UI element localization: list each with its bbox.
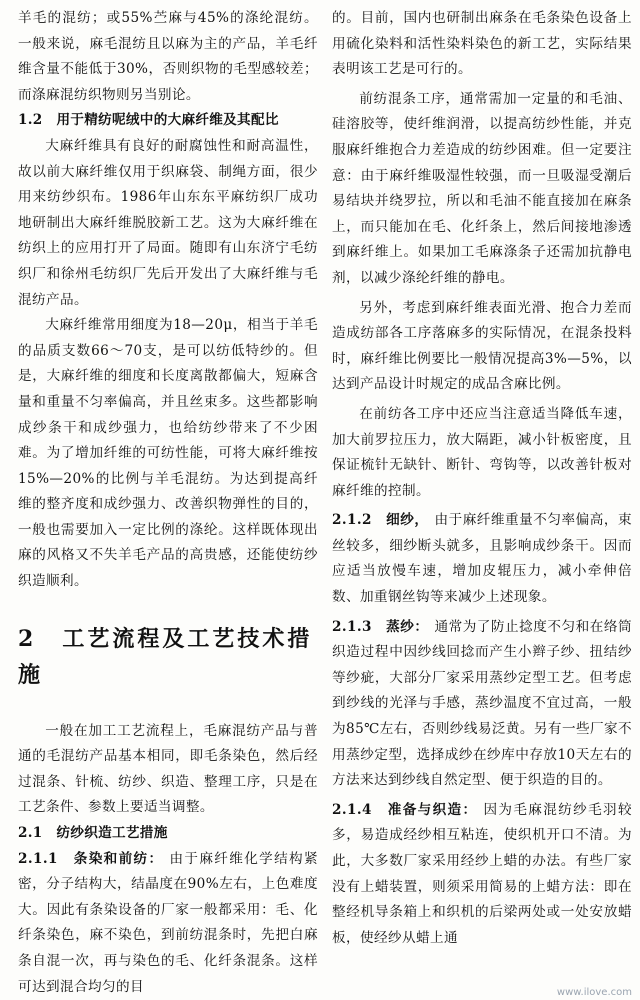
left-column [18,6,318,1000]
section-2-1-heading: 2.1 纺纱织造工艺措施 [18,825,168,842]
section-2-heading [18,621,318,693]
subsection-2-1-1-label: 2.1.1 条染和前纺： [18,850,164,867]
paragraph-2-1-4 [332,798,632,952]
paragraph-process-overview: 一般在加工工艺流程上，毛麻混纺产品与普通的毛混纺产品基本相同，即毛条染色，然后经过混条、针梳、纺纱、织造、整理工序，只是在工艺条件、参数上要适当调整。 [18,722,318,816]
subsection-2-1-3-text: 通常为了防止捻度不匀和在络筒织造过程中因纱线回捻而产生小辫子纱、扭结纱等纱疵，大部分厂家采用蒸纱定型工艺。但考虑到纱线的光泽与手感，蒸纱温度不宜过高，一般为85℃左右，否则纱线易泛黄。另有一些厂家不用蒸纱定型，选择成纱在纱库中存放10天左右的方法来达到纱线自然定型、便于织造的目的。 [332,618,632,789]
subsection-2-1-2-text: 由于麻纤维重量不匀率偏高，束丝较多，细纱断头就多，且影响成纱条干。因而应适当放慢车速，增加皮辊压力，减小牵伸倍数、加重钢丝钩等来减少上述现象。 [332,512,632,606]
paragraph-dyeing-continued: 的。目前，国内也研制出麻条在毛条染色设备上用硫化染料和活性染料染色的新工艺，实际结果表明该工艺是可行的。 [332,10,632,78]
subsection-2-1-3-label: 2.1.3 蒸纱： [332,618,429,635]
subsection-2-1-1-text: 由于麻纤维化学结构紧密，分子结构大，结晶度在90%左右，上色难度大。因此有条染设备的厂家一般都采用：毛、化纤条染色，麻不染色，到前纺混条时，先把白麻条自混一次，再与染色的毛、化纤条混条。这样可达到混合均匀的目 [18,850,318,995]
subsection-2-1-2-label: 2.1.2 细纱， [332,512,429,529]
paragraph-hemp-ratio: 另外，考虑到麻纤维表面光滑、抱合力差而造成纺部各工序落麻多的实际情况，在混条投料时，麻纤维比例要比一般情况提高3%—5%，以达到产品设计时规定的成品含麻比例。 [332,299,632,393]
paragraph-2-1-1 [18,847,318,1000]
section-2-number: 2 [18,625,37,652]
paragraph-hemp-intro: 大麻纤维具有良好的耐腐蚀性和耐高温性，故以前大麻纤维仅用于织麻袋、制绳方面，很少用来纺纱织布。1986年山东东平麻纺织厂成功地研制出大麻纤维脱胶新工艺。这为大麻纤维在纺织上的应用打开了局面。随即有山东济宁毛纺织厂和徐州毛纺织厂先后开发出了大麻纤维与毛混纺产品。 [18,137,318,308]
subsection-2-1-4-label: 2.1.4 准备与织造： [332,801,478,818]
subsection-2-1-4-text: 因为毛麻混纺纱毛羽较多，易造成经纱相互粘连，使织机开口不清。为此，大多数厂家采用经纱上蜡的办法。有些厂家没有上蜡装置，则须采用简易的上蜡方法：即在整经机导条箱上和织机的后梁两处或一处安放蜡板，使经纱从蜡上通 [332,801,632,946]
paragraph-2-1-3 [332,615,632,794]
section-1-2-heading: 1.2 用于精纺呢绒中的大麻纤维及其配比 [18,112,279,129]
paragraph-pre-mixing: 前纺混条工序，通常需加一定量的和毛油、硅溶胶等，使纤维润滑，以提高纺纱性能，并克服麻纤维抱合力差造成的纺纱困难。但一定要注意：由于麻纤维吸湿性较强，而一旦吸湿受潮后易结块并绕罗拉，所以和毛油不能直接加在麻条上，而只能加在毛、化纤条上，然后间接地渗透到麻纤维上。如果加工毛麻涤条子还需加抗静电剂，以减少涤纶纤维的静电。 [332,90,632,286]
paragraph-blend-ratio: 羊毛的混纺；或55%苎麻与45%的涤纶混纺。一般来说，麻毛混纺且以麻为主的产品，羊毛纤维含量不能低于30%，否则织物的毛型感较差；而涤麻混纺织物则另当别论。 [18,10,318,103]
watermark: www.ilove.com [556,987,632,998]
paragraph-prespinning: 在前纺各工序中还应当注意适当降低车速，加大前罗拉压力，放大隔距，减小针板密度，且保证梳针无缺针、断针、弯钩等，以改善针板对麻纤维的控制。 [332,405,632,499]
paragraph-2-1-2 [332,508,632,610]
right-column [332,6,632,1000]
section-2-title: 工艺流程及工艺技术措施 [18,625,313,688]
paragraph-hemp-fineness: 大麻纤维常用细度为18—20μ，相当于羊毛的品质支数66～70支，是可以纺低特纱的。但是，大麻纤维的细度和长度离散都偏大，短麻含量和重量不匀率偏高，并且丝束多。这些都影响成纱条干和成纱强力，也给纺纱带来了不少困难。为了增加纤维的可纺性能，可将大麻纤维按15%—20%的比例与羊毛混纺。为达到提高纤维的整齐度和成纱强力、改善织物弹性的目的，一般也需要加入一定比例的涤纶。这样既体现出麻的风格又不失羊毛产品的高贵感，还能使纺纱织造顺利。 [18,317,318,590]
